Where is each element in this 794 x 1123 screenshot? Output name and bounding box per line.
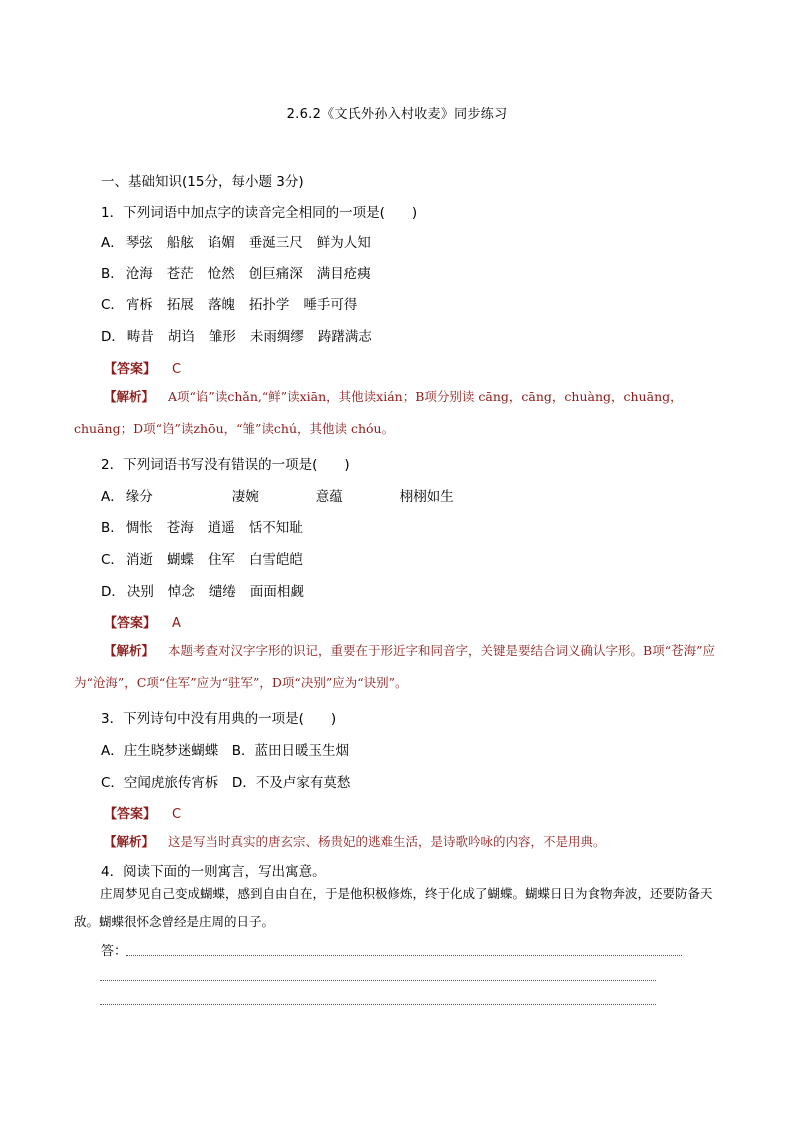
question-2-option-a: A． 缘分 凄婉 意蕴 栩栩如生 [101,489,454,505]
question-1-answer: 【答案】 C [104,362,182,377]
question-4-stem: 4．阅读下面的一则寓言，写出寓意。 [101,864,326,880]
answer-line-3[interactable] [100,1004,656,1005]
question-1-stem: 1．下列词语中加点字的读音完全相同的一项是( ) [101,205,418,221]
answer-line-2[interactable] [100,980,656,981]
question-1-option-c: C． 宵柝 拓展 落魄 拓扑学 唾手可得 [101,297,358,313]
question-2-stem: 2．下列词语书写没有错误的一项是( ) [101,457,350,473]
question-2-explanation: 【解析】 本题考查对汉字字形的识记，重要在于形近字和同音字，关键是要结合词义确认字形。B项“苍海”应为“沧海”，C项“住军”应为“驻军”，D项“决别”应为“诀别”。 [74,643,715,690]
question-3-options-row-2: C．空闻虎旅传宵柝 D．不及卢家有莫愁 [101,775,351,791]
question-1-explanation: 【解析】 A项“谄”读chǎn,“鲜”读xiān，其他读xián；B项分别读 cāng，cāng，chuàng，chuāng，chuāng；D项“诌”读zhōu，“雏”读chú，其他读 chóu。 [74,389,683,436]
question-3-options-row-1: A．庄生晓梦迷蝴蝶 B．蓝田日暖玉生烟 [101,743,349,759]
question-1-option-b: B． 沧海 苍茫 怆然 创巨痛深 满目疮痍 [101,266,371,282]
question-2-answer: 【答案】 A [104,616,181,631]
question-2-option-d: D． 决别 悼念 缱绻 面面相觑 [101,584,304,600]
answer-line-1[interactable] [126,955,682,956]
section-heading: 一、基础知识(15分，每小题 3分) [101,174,304,190]
page-title: 2.6.2《文氏外孙入村收麦》同步练习 [286,107,508,122]
question-1-option-d: D． 畴昔 胡诌 雏形 未雨绸缪 踌躇满志 [101,329,372,345]
fable-passage: 庄周梦见自己变成蝴蝶，感到自由自在，于是他积极修炼，终于化成了蝴蝶。蝴蝶日日为食物奔波，还要防备天敌。蝴蝶很怀念曾经是庄周的日子。 [74,886,713,929]
question-2-option-c: C． 消逝 蝴蝶 住军 白雪皑皑 [101,552,303,568]
question-3-explanation: 【解析】 这是写当时真实的唐玄宗、杨贵妃的逃难生活，是诗歌吟咏的内容，不是用典。 [104,834,606,849]
question-3-answer: 【答案】 C [104,807,182,822]
answer-prefix: 答： [101,944,128,959]
question-2-option-b: B． 惆怅 苍海 逍遥 恬不知耻 [101,520,303,536]
question-3-stem: 3．下列诗句中没有用典的一项是( ) [101,711,337,727]
question-1-option-a: A． 琴弦 船舷 谄媚 垂涎三尺 鲜为人知 [101,235,371,251]
